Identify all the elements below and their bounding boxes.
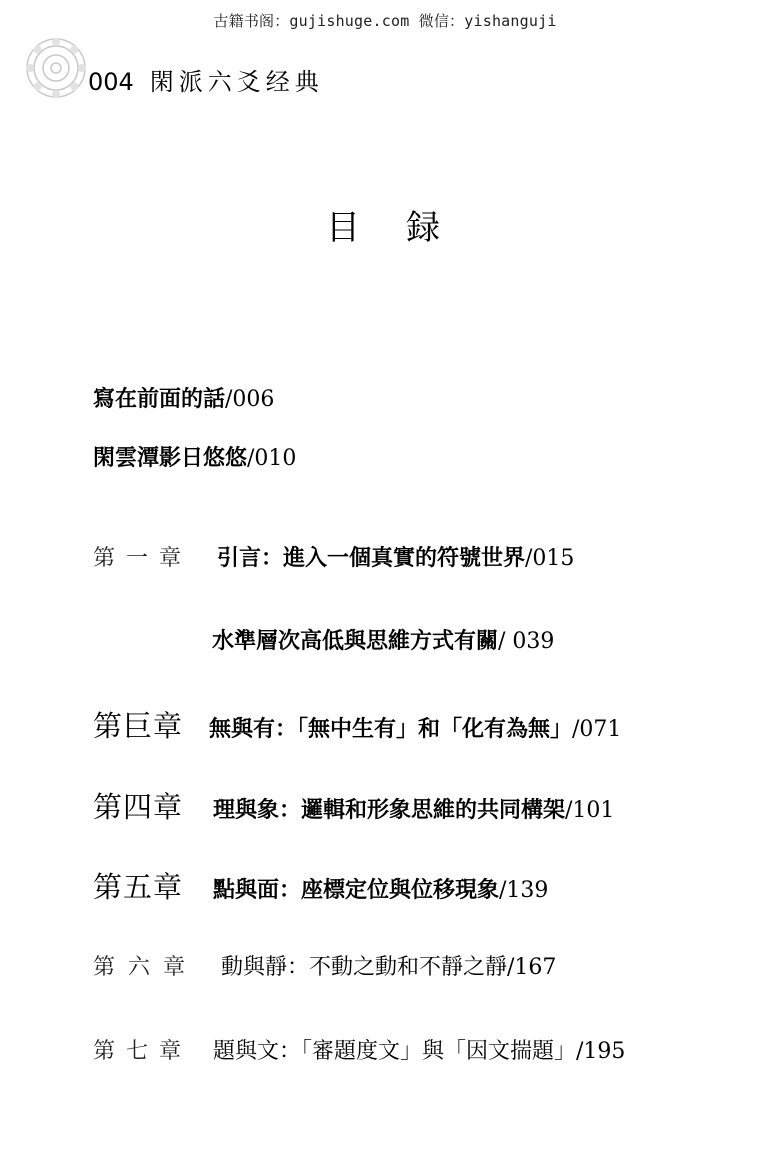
- toc-entry-prologue: [93, 441, 296, 472]
- chapter-label: 第四章: [93, 790, 184, 824]
- chapter-label: 第五章: [93, 870, 184, 904]
- section-page: / 039: [498, 629, 555, 654]
- toc-entry-chapter-1: [93, 541, 574, 572]
- toc-entry-chapter-6: [93, 950, 556, 981]
- page-number: 004: [88, 68, 134, 96]
- toc-entry-page: /006: [225, 387, 275, 412]
- chapter-label: 第一章: [93, 546, 193, 571]
- toc-entry-title: 閑雲潭影日悠悠: [93, 445, 248, 471]
- toc-entry-chapter-4: [93, 785, 614, 826]
- chapter-title: 引言：進入一個真實的符號世界: [217, 545, 526, 571]
- chapter-title: 無與有：「無中生有」和「化有為無」: [209, 716, 573, 742]
- chapter-page: /101: [565, 798, 615, 823]
- chapter-page: /071: [572, 717, 622, 742]
- toc-entry-chapter-5: [93, 865, 548, 906]
- toc-entry-chapter-1-section: [212, 624, 554, 655]
- chapter-page: /195: [576, 1039, 626, 1064]
- chapter-label: 第七章: [93, 1039, 193, 1064]
- running-header: [88, 62, 324, 97]
- watermark-text: 古籍书阁：gujishuge.com 微信：yishanguji: [213, 12, 557, 30]
- chapter-title: 題與文：「審題度文」與「因文揣題」: [213, 1039, 577, 1064]
- seal-emblem-icon: [24, 36, 88, 100]
- toc-entry-title: 寫在前面的話: [93, 386, 226, 412]
- section-title: 水準層次高低與思維方式有關: [212, 628, 499, 654]
- book-title: 閑派六爻经典: [149, 68, 324, 96]
- chapter-title: 理與象：邏輯和形象思維的共同構架: [213, 797, 566, 823]
- toc-entry-preface: [93, 382, 274, 413]
- toc-entry-chapter-7: [93, 1034, 625, 1065]
- toc-entry-page: /010: [247, 446, 297, 471]
- toc-entry-chapter-3: [93, 704, 621, 745]
- chapter-page: /167: [507, 955, 557, 980]
- chapter-title: 動與靜：不動之動和不靜之靜: [221, 955, 508, 980]
- chapter-title: 點與面：座標定位與位移現象: [213, 877, 500, 903]
- chapter-label: 第六章: [93, 955, 199, 980]
- chapter-page: /015: [525, 546, 575, 571]
- chapter-page: /139: [499, 878, 549, 903]
- chapter-label: 第巨章: [93, 709, 184, 743]
- page-title: 目録: [326, 208, 486, 248]
